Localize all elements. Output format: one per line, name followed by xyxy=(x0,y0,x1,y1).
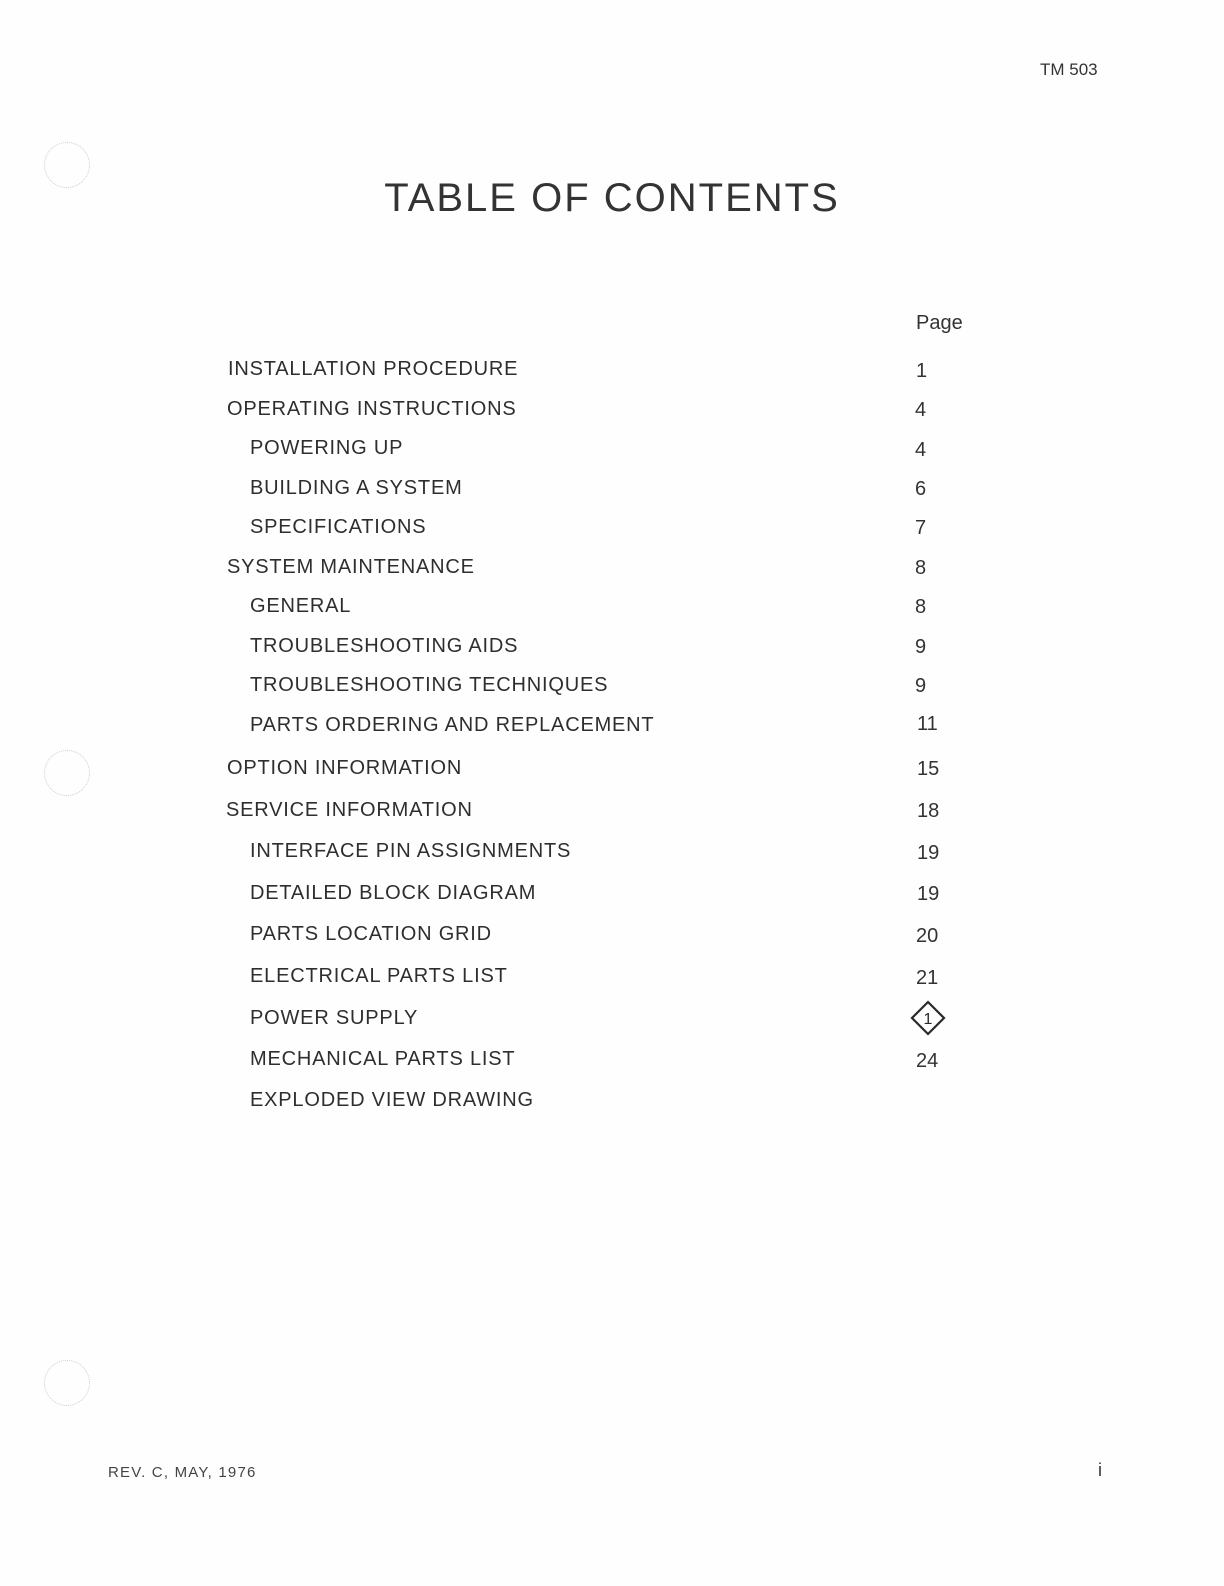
toc-page-installation-procedure: 1 xyxy=(916,360,928,382)
toc-page-electrical-parts-list: 21 xyxy=(916,967,939,989)
diagram-number-diamond-icon xyxy=(910,1000,946,1036)
document-id: TM 503 xyxy=(1040,60,1098,79)
toc-entry-parts-location-grid[interactable]: PARTS LOCATION GRID xyxy=(250,923,492,945)
page-column-heading: Page xyxy=(916,312,963,334)
toc-entry-option-information[interactable]: OPTION INFORMATION xyxy=(227,757,463,779)
toc-page-detailed-block-diagram: 19 xyxy=(917,883,940,905)
toc-entry-interface-pin-assignments[interactable]: INTERFACE PIN ASSIGNMENTS xyxy=(250,840,572,862)
toc-entry-power-supply[interactable]: POWER SUPPLY xyxy=(250,1007,419,1029)
toc-page-parts-location-grid: 20 xyxy=(916,925,939,947)
diagram-number: 1 xyxy=(923,1011,933,1028)
toc-page-specifications: 7 xyxy=(915,517,927,539)
toc-page-parts-ordering-and-replacement: 11 xyxy=(917,713,938,735)
toc-page-troubleshooting-techniques: 9 xyxy=(915,675,927,697)
toc-entry-troubleshooting-aids[interactable]: TROUBLESHOOTING AIDS xyxy=(250,635,519,657)
toc-entry-operating-instructions[interactable]: OPERATING INSTRUCTIONS xyxy=(227,398,517,420)
toc-page-general: 8 xyxy=(915,596,927,618)
toc-entry-troubleshooting-techniques[interactable]: TROUBLESHOOTING TECHNIQUES xyxy=(250,674,609,696)
toc-entry-installation-procedure[interactable]: INSTALLATION PROCEDURE xyxy=(228,358,519,380)
toc-entry-electrical-parts-list[interactable]: ELECTRICAL PARTS LIST xyxy=(250,965,508,987)
toc-entry-system-maintenance[interactable]: SYSTEM MAINTENANCE xyxy=(227,556,475,578)
punch-hole-bottom xyxy=(44,1360,90,1406)
toc-entry-general[interactable]: GENERAL xyxy=(250,595,352,617)
page-title: TABLE OF CONTENTS xyxy=(384,176,840,220)
toc-entry-parts-ordering-and-replacement[interactable]: PARTS ORDERING AND REPLACEMENT xyxy=(250,714,655,736)
toc-page-building-a-system: 6 xyxy=(915,478,927,500)
toc-page-troubleshooting-aids: 9 xyxy=(915,636,927,658)
toc-entry-mechanical-parts-list[interactable]: MECHANICAL PARTS LIST xyxy=(250,1048,516,1070)
toc-page-interface-pin-assignments: 19 xyxy=(917,842,940,864)
toc-entry-powering-up[interactable]: POWERING UP xyxy=(250,437,404,459)
toc-page-operating-instructions: 4 xyxy=(915,399,927,421)
toc-page-option-information: 15 xyxy=(917,758,940,780)
toc-page-mechanical-parts-list: 24 xyxy=(916,1050,939,1072)
page-number: i xyxy=(1098,1460,1102,1480)
toc-entry-specifications[interactable]: SPECIFICATIONS xyxy=(250,516,427,538)
toc-entry-exploded-view-drawing[interactable]: EXPLODED VIEW DRAWING xyxy=(250,1089,534,1111)
revision-note: REV. C, MAY, 1976 xyxy=(108,1464,257,1481)
toc-page-system-maintenance: 8 xyxy=(915,557,927,579)
toc-entry-service-information[interactable]: SERVICE INFORMATION xyxy=(226,799,473,821)
punch-hole-middle xyxy=(44,750,90,796)
toc-page-powering-up: 4 xyxy=(915,439,927,461)
toc-page-service-information: 18 xyxy=(917,800,940,822)
toc-entry-detailed-block-diagram[interactable]: DETAILED BLOCK DIAGRAM xyxy=(250,882,537,904)
toc-entry-building-a-system[interactable]: BUILDING A SYSTEM xyxy=(250,477,463,499)
